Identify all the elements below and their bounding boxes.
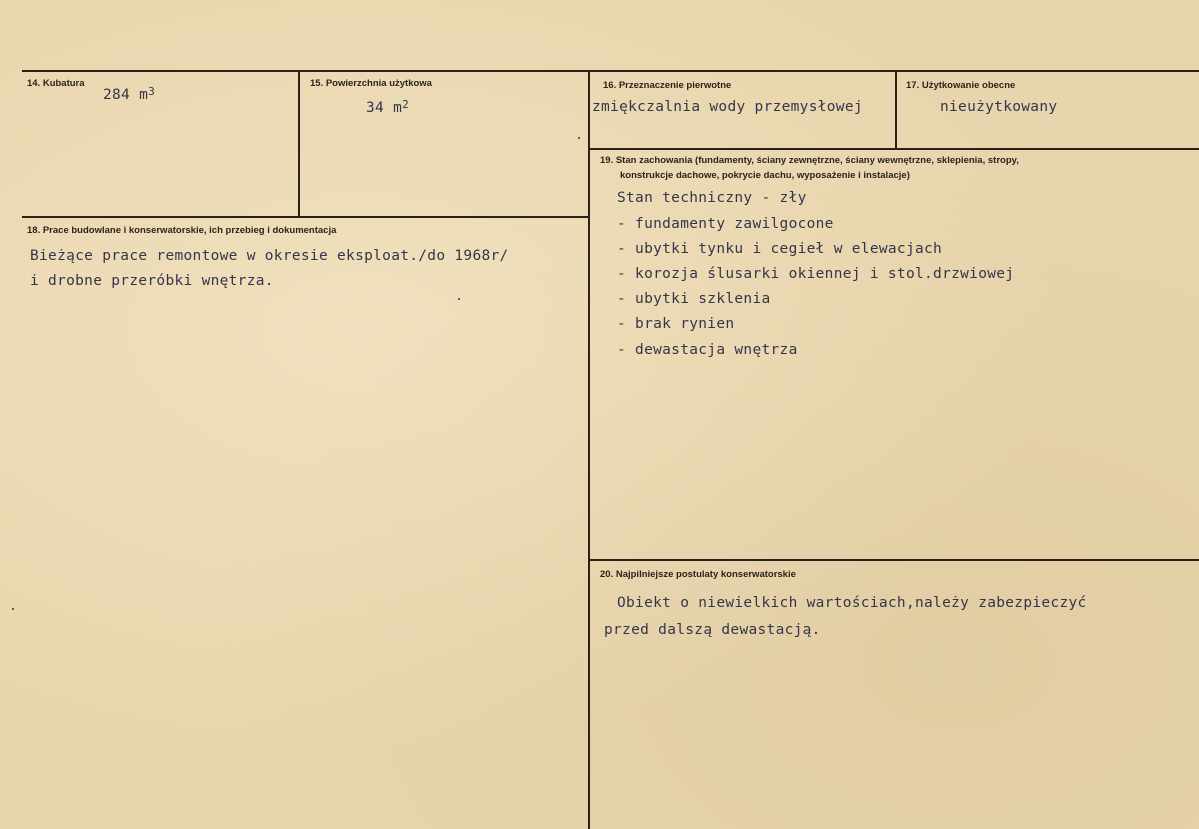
field-19-line-2: - fundamenty zawilgocone [617,216,834,232]
area-unit-exponent: 2 [402,98,410,111]
rule-16-17-bottom [590,148,1199,150]
top-rule [22,70,1199,72]
rule-14-15-bottom [22,216,590,218]
field-15-label: 15. Powierzchnia użytkowa [310,78,432,89]
divider-16-17 [895,70,897,150]
field-14-value [103,87,155,103]
field-19-label-line-2: konstrukcje dachowe, pokrycie dachu, wyposażenie i instalacje) [620,170,910,181]
field-15-value [366,100,409,116]
field-19-line-3: - ubytki tynku i cegieł w elewacjach [617,241,943,257]
field-20-label: 20. Najpilniejsze postulaty konserwatorskie [600,569,796,580]
volume-unit-exponent: 3 [148,85,156,98]
field-19-line-5: - ubytki szklenia [617,291,771,307]
field-19-line-1: Stan techniczny - zły [617,190,807,206]
field-20-line-2: przed dalszą dewastacją. [604,622,821,638]
field-16-label: 16. Przeznaczenie pierwotne [603,80,732,91]
paper-speck [12,608,14,610]
field-20-line-1: Obiekt o niewielkich wartościach,należy zabezpieczyć [617,595,1087,611]
field-18-line-1: Bieżące prace remontowe w okresie eksploat./do 1968r/ [30,248,509,264]
paper-speck [578,137,580,139]
field-14-label: 14. Kubatura [27,78,85,89]
field-19-line-4: - korozja ślusarki okiennej i stol.drzwiowej [617,266,1015,282]
volume-value: 284 m [103,87,149,103]
field-17-label: 17. Użytkowanie obecne [906,80,1016,91]
divider-14-15 [298,70,300,218]
field-16-value: zmiękczalnia wody przemysłowej [592,99,863,115]
field-19-line-7: - dewastacja wnętrza [617,342,798,358]
rule-19-bottom [590,559,1199,561]
paper-speck [458,298,460,300]
field-19-line-6: - brak rynien [617,316,735,332]
field-18-label: 18. Prace budowlane i konserwatorskie, ich przebieg i dokumentacja [27,225,337,236]
field-17-value: nieużytkowany [940,99,1058,115]
divider-left-right [588,70,590,829]
area-value: 34 m [366,100,403,116]
field-19-label-line-1: 19. Stan zachowania (fundamenty, ściany zewnętrzne, ściany wewnętrzne, sklepienia, stropy, [600,155,1019,166]
field-18-line-2: i drobne przeróbki wnętrza. [30,273,274,289]
